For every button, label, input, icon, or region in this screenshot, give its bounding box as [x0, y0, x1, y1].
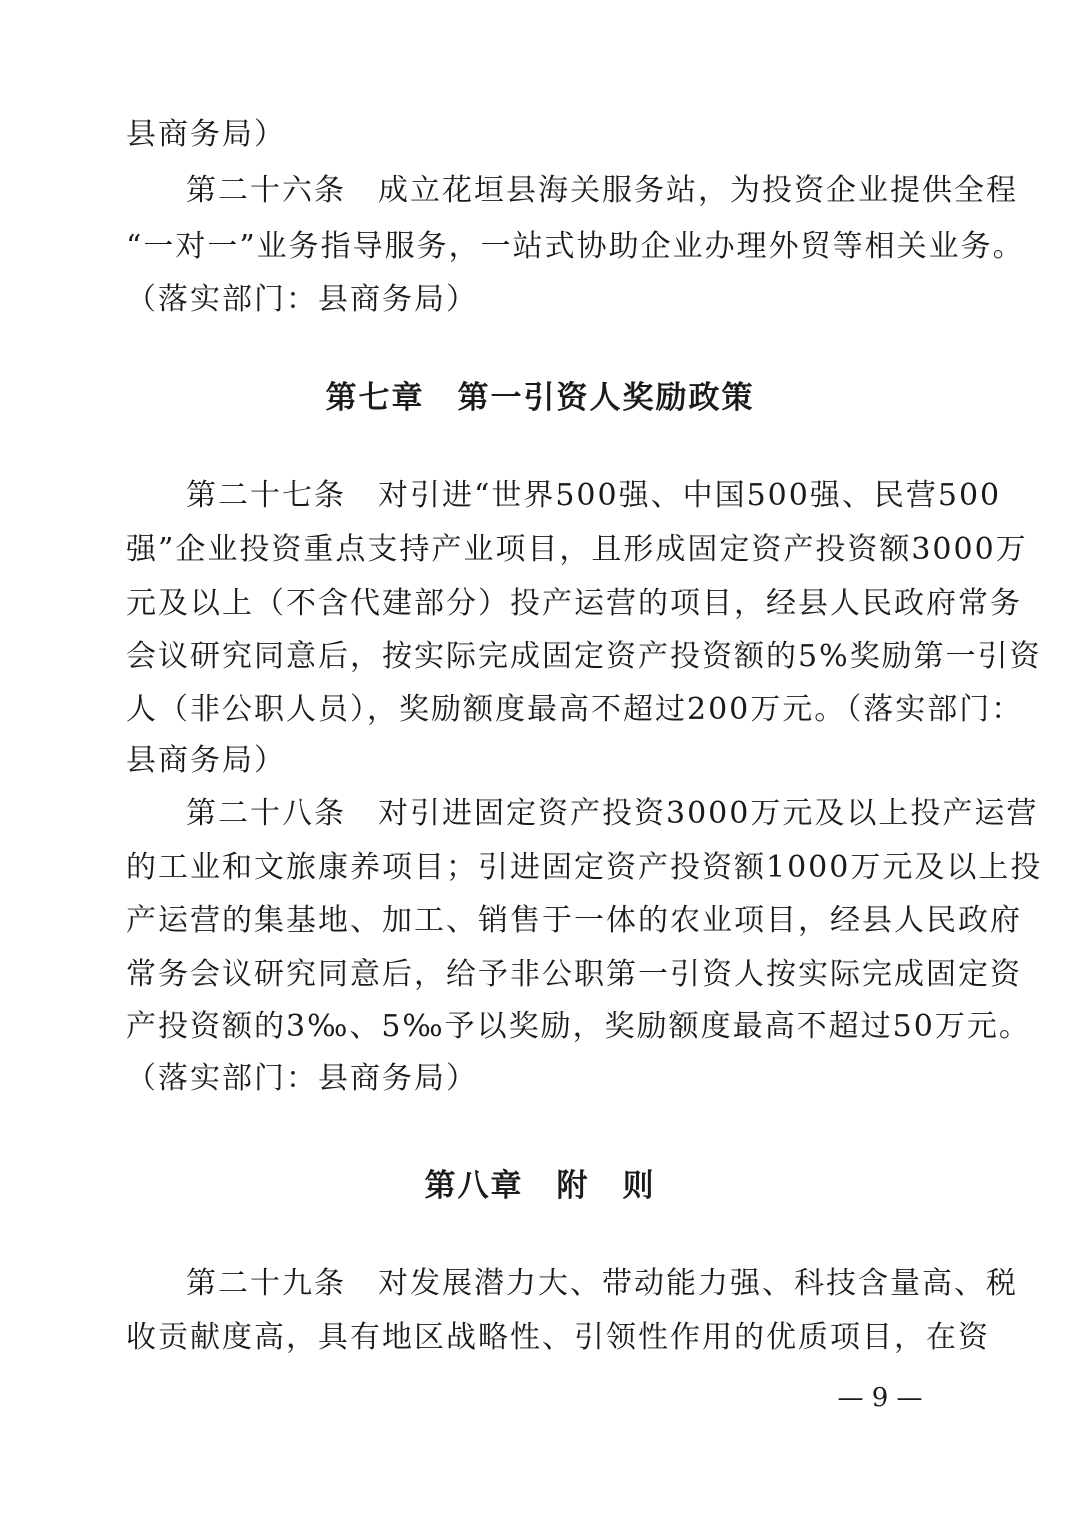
paragraph-line: “一对一”业务指导服务，一站式协助企业办理外贸等相关业务。	[126, 229, 1025, 264]
page-number: — 9 —	[837, 1383, 923, 1413]
article-29-line: 第二十九条 对发展潜力大、带动能力强、科技含量高、税	[186, 1266, 1018, 1301]
paragraph-line: （落实部门：县商务局）	[126, 1061, 478, 1096]
paragraph-line: 的工业和文旅康养项目；引进固定资产投资额1000万元及以上投	[126, 850, 1043, 885]
article-28-line: 第二十八条 对引进固定资产投资3000万元及以上投产运营	[186, 796, 1039, 831]
chapter-8-heading: 第八章 附 则	[424, 1168, 656, 1204]
paragraph-line: 人（非公职人员），奖励额度最高不超过200万元。（落实部门：	[126, 692, 1024, 727]
paragraph-line: 常务会议研究同意后，给予非公职第一引资人按实际完成固定资	[126, 957, 1022, 992]
paragraph-line: 元及以上（不含代建部分）投产运营的项目，经县人民政府常务	[126, 586, 1022, 621]
paragraph-line: 县商务局）	[126, 117, 286, 152]
paragraph-line: 强”企业投资重点支持产业项目，且形成固定资产投资额3000万	[126, 532, 1028, 567]
paragraph-line: 产投资额的3‰、5‰予以奖励，奖励额度最高不超过50万元。	[126, 1009, 1031, 1044]
paragraph-line: 产运营的集基地、加工、销售于一体的农业项目，经县人民政府	[126, 903, 1022, 938]
chapter-7-heading: 第七章 第一引资人奖励政策	[325, 380, 755, 416]
paragraph-line: （落实部门：县商务局）	[126, 282, 478, 317]
article-27-line: 第二十七条 对引进“世界500强、中国500强、民营500	[186, 478, 1002, 513]
paragraph-line: 会议研究同意后，按实际完成固定资产投资额的5%奖励第一引资	[126, 639, 1042, 674]
article-26-line: 第二十六条 成立花垣县海关服务站，为投资企业提供全程	[186, 173, 1018, 208]
paragraph-line: 县商务局）	[126, 743, 286, 778]
paragraph-line: 收贡献度高，具有地区战略性、引领性作用的优质项目，在资	[126, 1320, 990, 1355]
